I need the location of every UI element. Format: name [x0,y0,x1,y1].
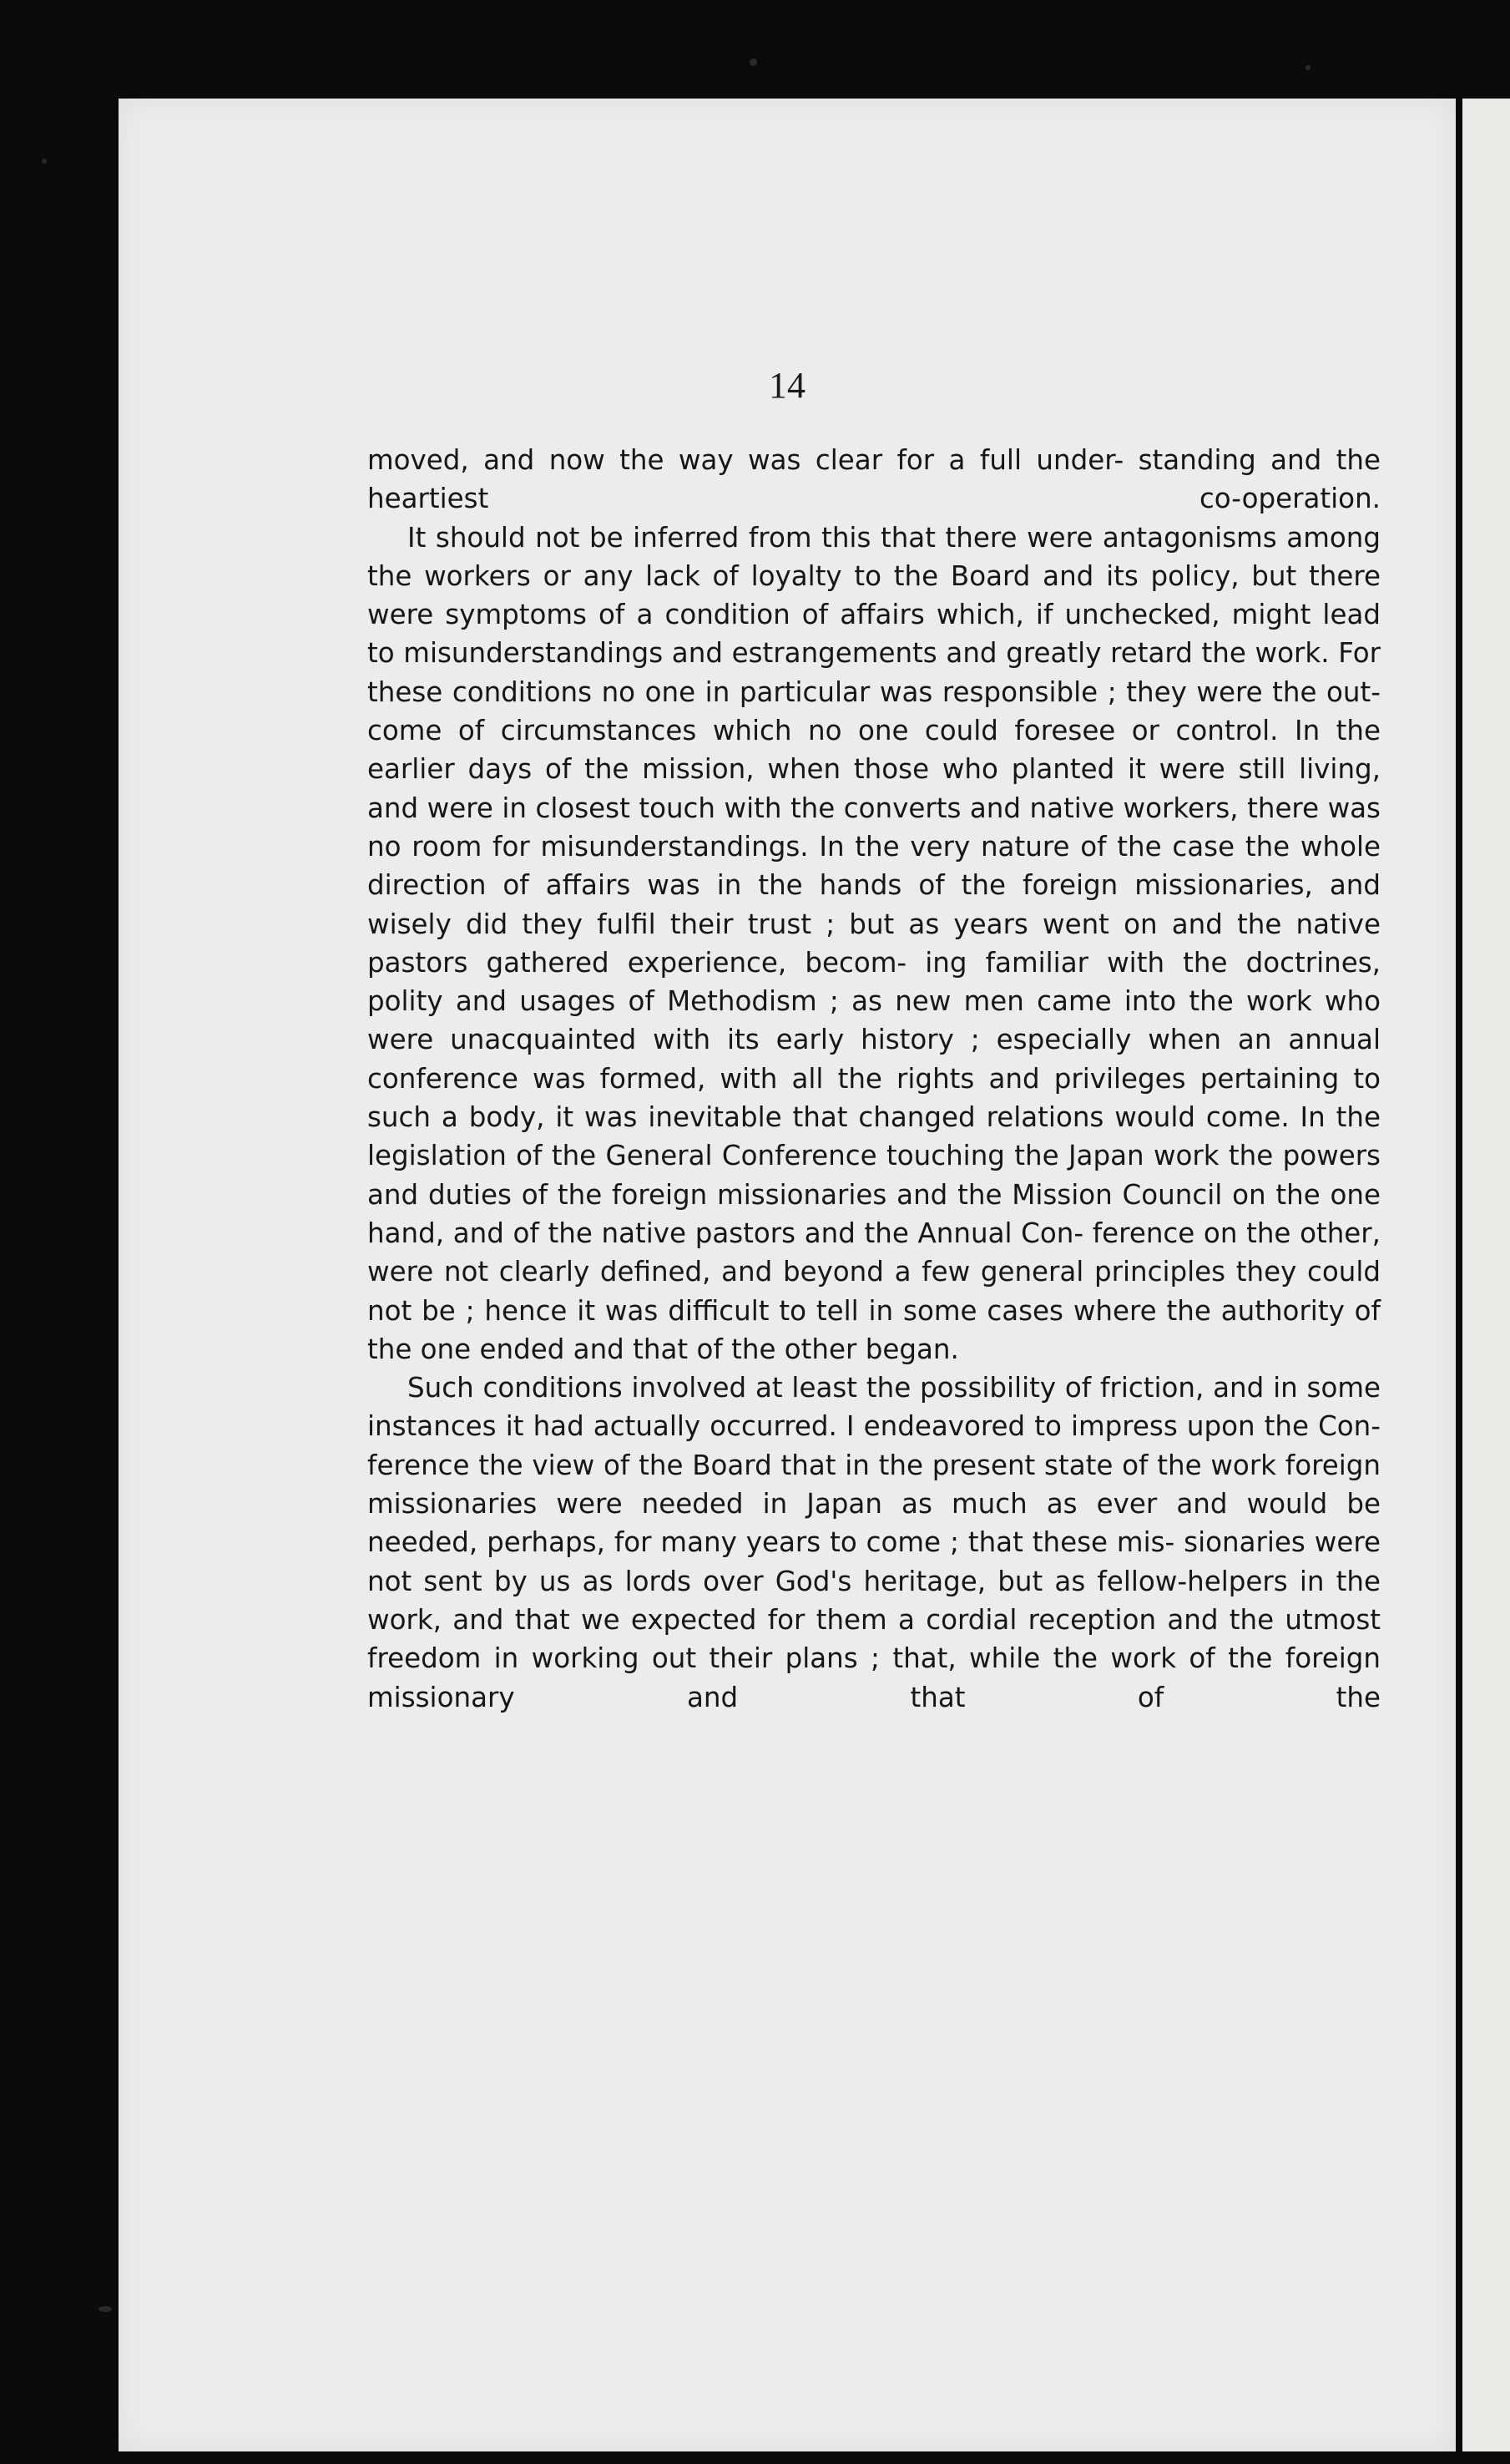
dust-speck [1305,65,1311,70]
book-page [119,99,1456,2451]
body-text [367,441,1381,1717]
paragraph-continuation: moved, and now the way was clear for a full under- standing and the heartiest co-operation. [367,444,1381,515]
dust-speck [98,2306,112,2312]
paragraph-antagonisms: It should not be inferred from this that there were antagonisms among the workers or any lack of loyalty to the Board and its policy, but there were symptoms of a condition of affairs which, if unchecked, might lead to misunderstandings and estrangements and greatly retard the work. For these conditions no one in particular was responsible ; they were the out- come of circumstances which no one could foresee or control. In the earlier days of the mission, when those who planted it were still living, and were in closest touch with the converts and native workers, there was no room for misunderstandings. In the very nature of the case the whole direction of affairs was in the hands of the foreign missionaries, and wisely did they fulfil their trust ; but as years went on and the native pastors gathered experience, becom- ing familiar with the doctrines, polity and usages of Methodism ; as new men came into the work who were unacquainted with its early history ; especially when an annual conference was formed, with all the rights and privileges pertaining to such a body, it was inevitable that changed relations would come. In the legislation of the General Conference touching the Japan work the powers and duties of the foreign missionaries and the Mission Council on the one hand, and of the native pastors and the Annual Con- ference on the other, were not clearly defined, and beyond a few general principles they could not be ; hence it was difficult to tell in some cases where the authority of the one ended and that of the other began. [367,521,1381,1365]
page-number: 14 [769,365,806,406]
adjacent-page-edge [1462,99,1510,2451]
dust-speck [42,159,47,164]
dust-speck [750,58,757,66]
paragraph-friction: Such conditions involved at least the possibility of friction, and in some instances it had actually occurred. I endeavored to impress upon the Con- ference the view of the Board that in the present state of the work foreign missionaries were needed in Japan as much as ever and would be needed, perhaps, for many years to come ; that these mis- sionaries were not sent by us as lords over God's heritage, but as fellow-helpers in the work, and that we expected for them a cordial reception and the utmost freedom in working out their plans ; that, while the work of the foreign missionary and that of the [367,1372,1381,1713]
